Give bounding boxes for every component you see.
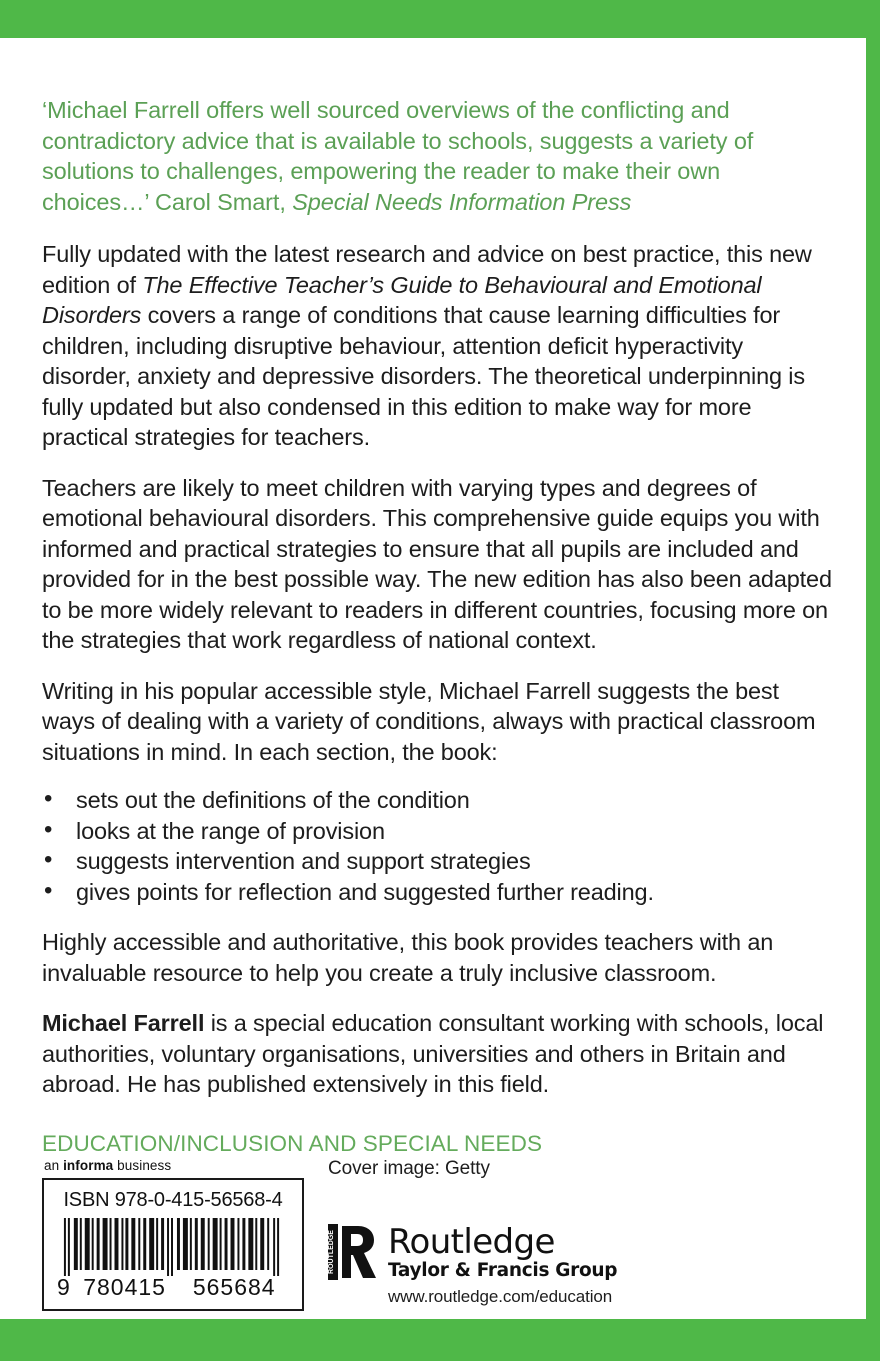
top-green-band — [0, 0, 880, 38]
cover-image-credit: Cover image: Getty — [328, 1157, 490, 1179]
routledge-r-face-icon — [328, 1224, 380, 1280]
list-item: • gives points for reflection and suggested further reading. — [42, 877, 832, 908]
description-paragraph-3: Writing in his popular accessible style, Michael Farrell suggests the best ways of dealing with a variety of conditions, always with practical classroom situations in mind. In each section, the book: — [42, 677, 816, 765]
publisher-url: www.routledge.com/education — [388, 1286, 613, 1306]
informa-imprint-line — [44, 1158, 304, 1173]
informa-suffix: business — [113, 1157, 172, 1173]
routledge-logo — [328, 1221, 832, 1307]
book-title-italic: The Effective Teacher’s Guide to Behavioural and Emotional Disorders — [42, 271, 762, 328]
review-quote-source: Special Needs Information Press — [292, 188, 632, 215]
barcode-digits-left-group: 780415 — [83, 1273, 166, 1300]
review-quote — [42, 95, 782, 217]
cover-footer — [42, 1158, 832, 1319]
review-quote-text: ‘Michael Farrell offers well sourced overviews of the conflicting and contradictory advice that is available to schools, suggests a variety of solutions to challenges, empowering the reader to make their own choices…’ Carol Smart, — [42, 97, 754, 215]
feature-bullet-list — [42, 785, 832, 907]
publisher-name: Routledge — [388, 1221, 555, 1262]
author-name: Michael Farrell — [42, 1010, 205, 1036]
author-bio-text: is a special education consultant working with schools, local authorities, voluntary organisations, universities and others in Britain and abroad. He has published extensively in this field. — [42, 1010, 824, 1097]
bottom-green-band — [0, 1319, 880, 1361]
isbn-number: ISBN 978-0-415-56568-4 — [63, 1188, 283, 1211]
routledge-wordmark — [380, 1221, 618, 1307]
author-bio — [42, 1008, 832, 1100]
routledge-vertical-wordmark: ROUTLEDGE — [328, 1229, 335, 1274]
subject-category-line: EDUCATION/INCLUSION AND SPECIAL NEEDS — [42, 1130, 543, 1156]
paragraph-1-lead: Fully updated with the latest research and advice on best practice, this new edition of — [42, 241, 812, 298]
list-item: • sets out the definitions of the condition — [42, 785, 832, 816]
informa-prefix: an — [44, 1157, 64, 1173]
right-green-band — [866, 0, 880, 1360]
publisher-group: Taylor & Francis Group — [388, 1259, 618, 1281]
cover-content — [0, 38, 880, 1319]
paragraph-1-rest: covers a range of conditions that cause learning difficulties for children, including disruptive behaviour, attention deficit hyperactivity disorder, anxiety and depressive disorders. The theoretical underpinning is fully updated but also condensed in this edition to make way for more practical strategies for teachers. — [42, 302, 805, 450]
isbn-barcode-box — [42, 1178, 304, 1311]
informa-brand: informa — [63, 1157, 114, 1173]
description-paragraph-1 — [42, 239, 832, 453]
list-item: • suggests intervention and support strategies — [42, 846, 832, 877]
barcode-digit-first: 9 — [57, 1273, 70, 1300]
description-paragraph-2: Teachers are likely to meet children with varying types and degrees of emotional behavioural disorders. This comprehensive guide equips you with informed and practical strategies to ensure that all pupils are included and provided for in the best possible way. The new edition has also been adapted to be more widely relevant to readers in different countries, focusing more on the strategies that work regardless of national context. — [42, 474, 832, 653]
publisher-block — [328, 1158, 832, 1311]
list-item: • looks at the range of provision — [42, 816, 832, 847]
description-paragraph-4: Highly accessible and authoritative, this book provides teachers with an invaluable resource to help you create a truly inclusive classroom. — [42, 929, 774, 986]
barcode-digits-right-group: 565684 — [192, 1273, 276, 1300]
barcode-image — [56, 1218, 290, 1276]
barcode-digits — [56, 1274, 290, 1301]
isbn-block — [42, 1158, 304, 1311]
